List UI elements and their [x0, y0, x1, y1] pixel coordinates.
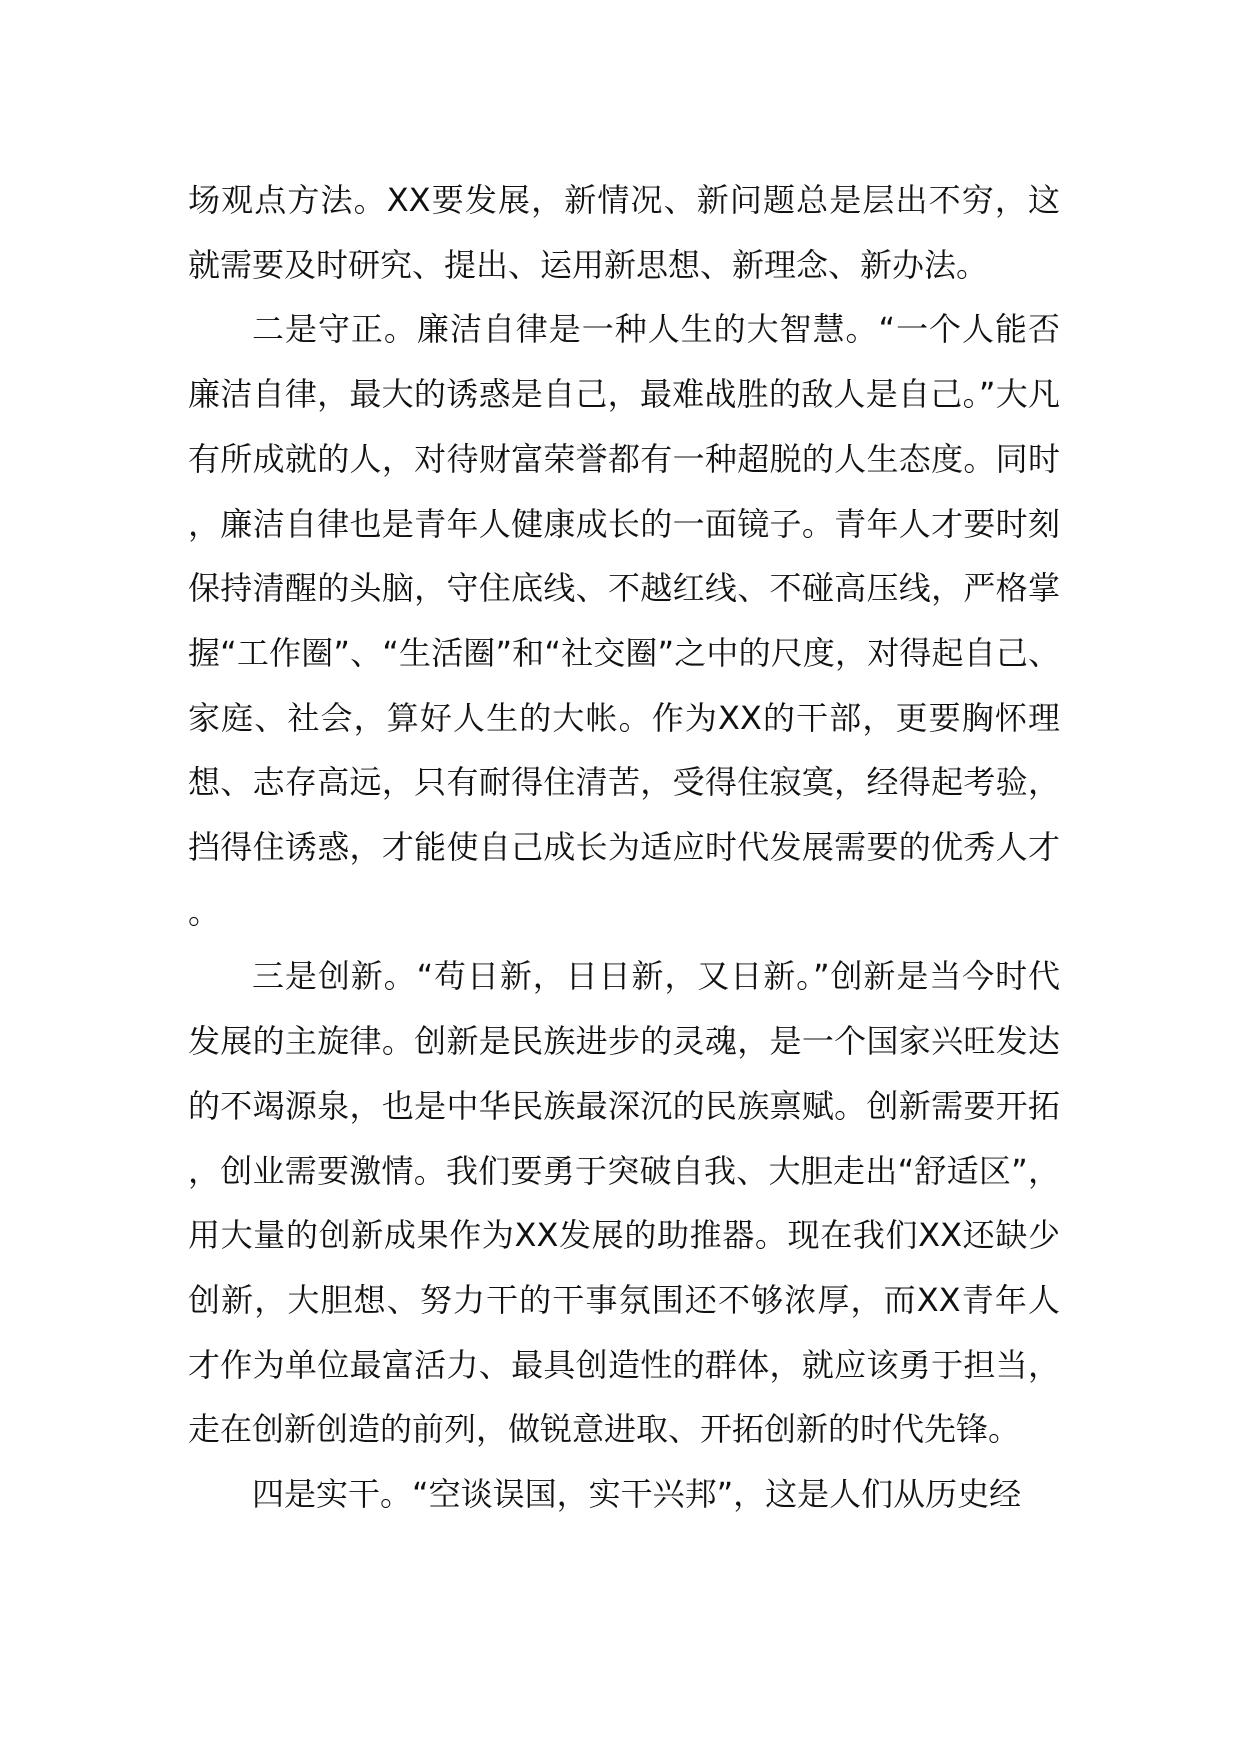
- paragraph-continuation: 场观点方法。XX要发展，新情况、新问题总是层出不穷，这就需要及时研究、提出、运用新思想、新理念、新办法。: [188, 181, 1060, 284]
- paragraph-integrity: 二是守正。廉洁自律是一种人生的大智慧。“一个人能否廉洁自律，最大的诱惑是自己，最难战胜的敌人是自己。”大凡有所成就的人，对待财富荣誉都有一种超脱的人生态度。同时，廉洁自律也是青年人健康成长的一面镜子。青年人才要时刻保持清醒的头脑，守住底线、不越红线、不碰高压线，严格掌握“工作圈”、“生活圈”和“社交圈”之中的尺度，对得起自己、家庭、社会，算好人生的大帐。作为XX的干部，更要胸怀理想、志存高远，只有耐得住清苦，受得住寂寞，经得起考验，挡得住诱惑，才能使自己成长为适应时代发展需要的优秀人才。: [188, 310, 1060, 931]
- paragraph-innovation: 三是创新。“苟日新，日日新，又日新。”创新是当今时代发展的主旋律。创新是民族进步的灵魂，是一个国家兴旺发达的不竭源泉，也是中华民族最深沉的民族禀赋。创新需要开拓，创业需要激情。我们要勇于突破自我、大胆走出“舒适区”，用大量的创新成果作为XX发展的助推器。现在我们XX还缺少创新，大胆想、努力干的干事氛围还不够浓厚，而XX青年人才作为单位最富活力、最具创造性的群体，就应该勇于担当，走在创新创造的前列，做锐意进取、开拓创新的时代先锋。: [188, 957, 1060, 1449]
- paragraph-practical-work: 四是实干。“空谈误国，实干兴邦”，这是人们从历史经: [252, 1475, 1022, 1514]
- body-text: [188, 168, 1060, 1527]
